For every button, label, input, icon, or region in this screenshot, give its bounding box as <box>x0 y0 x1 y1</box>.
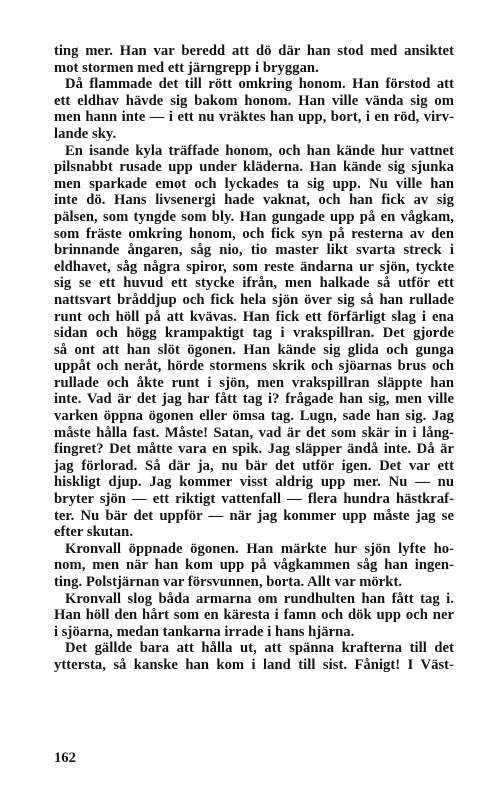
paragraph <box>54 43 454 76</box>
text-line: varken öppna ögonen eller ömsa tag. Lugn, sade han sig. Jag <box>54 408 454 425</box>
text-line: ett eldhav hävde sig bakom honom. Han ville vända sig om <box>54 92 454 109</box>
text-line: yttersta, så kanske han kom i land till sist. Fånigt! I Väst- <box>54 656 454 673</box>
text-line: eldhavet, såg några spiror, som reste ändarna ur sjön, tyckte <box>54 258 454 275</box>
paragraph <box>54 76 454 142</box>
text-line: men sparkade emot och lyckades ta sig upp. Nu ville han <box>54 175 454 192</box>
text-line: mot stormen med ett järngrepp i bryggan. <box>54 59 319 76</box>
text-line: som fräste omkring honom, och fick syn på resterna av den <box>54 225 454 242</box>
text-line: inte. Vad är det jag har fått tag i? frågade han sig, men ville <box>54 391 454 408</box>
text-line: men hann inte — i ett nu vräktes han upp, bort, i en röd, virv- <box>54 109 454 126</box>
text-line: runt och höll på att kvävas. Han fick ett förfärligt slag i ena <box>54 308 454 325</box>
text-line: ter. Nu bär det uppför — när jag kommer upp måste jag se <box>54 507 454 524</box>
text-line: så ont att han slöt ögonen. Han kände sig glida och gunga <box>54 341 454 358</box>
text-line: sidan och högg krampaktigt tag i vrakspillran. Det gjorde <box>54 325 454 342</box>
text-line: fingret? Det måtte vara en spik. Jag släpper ändå inte. Då är <box>54 441 454 458</box>
text-line: sig se ett huvud ett stycke ifrån, men halkade så utför ett <box>54 275 454 292</box>
paragraph <box>54 143 454 541</box>
text-line: Det gällde bara att hålla ut, att spänna krafterna till det <box>65 640 454 657</box>
text-line: lande sky. <box>54 125 117 142</box>
text-line: pälsen, som tyngde som bly. Han gungade upp på en vågkam, <box>54 208 454 225</box>
page-number: 162 <box>54 750 76 766</box>
text-line: Kronvall slog båda armarna om rundhulten han fått tag i. <box>65 590 454 607</box>
text-line: måste hålla fast. Måste! Satan, vad är det som skär in i lång- <box>54 424 454 441</box>
text-line: hiskligt djup. Jag kommer visst aldrig upp mer. Nu — nu <box>54 474 454 491</box>
text-line: nattsvart bråddjup och fick hela sjön över sig så han rullade <box>54 291 454 308</box>
text-line: efter skutan. <box>54 524 134 541</box>
paragraph <box>54 640 454 673</box>
text-line: En isande kyla träffade honom, och han kände hur vattnet <box>65 142 454 159</box>
text-line: rullade och åkte runt i sjön, men vrakspillran släppte han <box>54 374 454 391</box>
text-line: inte dö. Hans livsenergi hade vaknat, och han fick av sig <box>54 192 454 209</box>
text-line: Då flammade det till rött omkring honom. Han förstod att <box>65 76 454 93</box>
text-line: jag förlorad. Så där ja, nu bär det utför igen. Det var ett <box>54 457 454 474</box>
text-line: bryter sjön — ett riktigt vattenfall — flera hundra hästkraf- <box>54 491 454 508</box>
text-line: Kronvall öppnade ögonen. Han märkte hur sjön lyfte ho- <box>65 540 454 557</box>
text-line: Han höll den hårt som en käresta i famn och dök upp och ner <box>54 607 454 624</box>
paragraph <box>54 541 454 591</box>
text-line: pilsnabbt rusade upp under kläderna. Han kände sig sjunka <box>54 159 454 176</box>
text-line: brinnande ångaren, såg nio, tio master likt svarta streck i <box>54 242 454 259</box>
text-line: uppåt och neråt, hörde stormens skrik och sjöarnas brus och <box>54 358 454 375</box>
page-body <box>54 43 454 674</box>
text-line: ting. Polstjärnan var försvunnen, borta. Allt var mörkt. <box>54 574 403 590</box>
paragraph <box>54 591 454 641</box>
text-line: ting mer. Han var beredd att dö där han stod med ansiktet <box>54 43 454 59</box>
text-line: nom, men när han kom upp på vågkammen såg han ingen- <box>54 557 454 574</box>
text-line: i sjöarna, medan tankarna irrade i hans hjärna. <box>54 623 355 640</box>
